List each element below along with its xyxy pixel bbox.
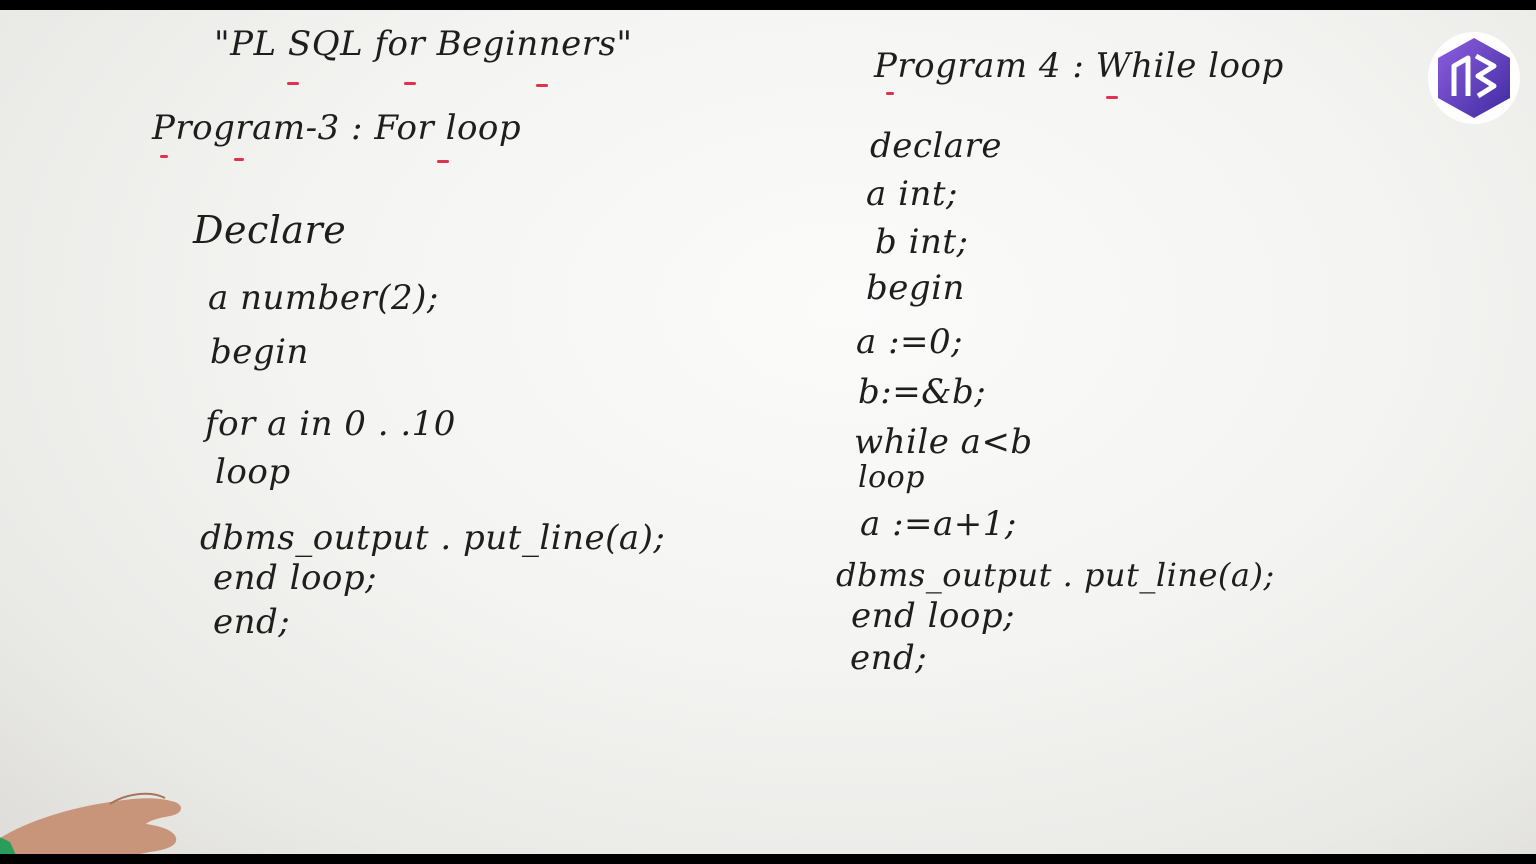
- title-underline-mark: [404, 82, 416, 85]
- program-4-heading: Program 4 : While loop: [874, 46, 1284, 86]
- code-line: end loop;: [213, 558, 378, 598]
- code-line: while a<b: [854, 422, 1033, 462]
- code-line: loop: [858, 460, 925, 495]
- heading-underline-mark: [886, 92, 894, 95]
- heading-underline-mark: [1106, 96, 1118, 99]
- video-letterbox-top: [0, 0, 1536, 10]
- board-title: "PL SQL for Beginners": [214, 24, 633, 64]
- whiteboard: [0, 10, 1536, 854]
- code-line: a :=0;: [856, 322, 964, 362]
- heading-underline-mark: [234, 158, 244, 161]
- code-line: begin: [866, 268, 965, 308]
- heading-underline-mark: [160, 155, 168, 158]
- title-underline-mark: [287, 82, 299, 85]
- code-line: end loop;: [851, 596, 1016, 636]
- code-line: Declare: [193, 208, 347, 252]
- code-line: b:=&b;: [858, 372, 987, 412]
- code-line: b int;: [875, 222, 969, 262]
- code-line: a :=a+1;: [860, 504, 1017, 544]
- code-line: loop: [215, 452, 291, 492]
- presenter-hand: [0, 768, 240, 854]
- code-line: begin: [210, 332, 309, 372]
- code-line: dbms_output . put_line(a);: [200, 518, 666, 558]
- code-line: a int;: [866, 174, 958, 214]
- heading-underline-mark: [437, 160, 449, 163]
- code-line: end;: [850, 638, 928, 678]
- code-line: end;: [213, 602, 291, 642]
- program-3-heading: Program-3 : For loop: [152, 108, 522, 148]
- title-underline-mark: [536, 84, 548, 87]
- code-line: dbms_output . put_line(a);: [836, 556, 1275, 594]
- code-line: declare: [870, 126, 1002, 166]
- code-line: for a in 0 . .10: [205, 404, 456, 444]
- code-line: a number(2);: [208, 278, 439, 318]
- channel-logo-icon: [1426, 26, 1522, 126]
- video-letterbox-bottom: [0, 854, 1536, 864]
